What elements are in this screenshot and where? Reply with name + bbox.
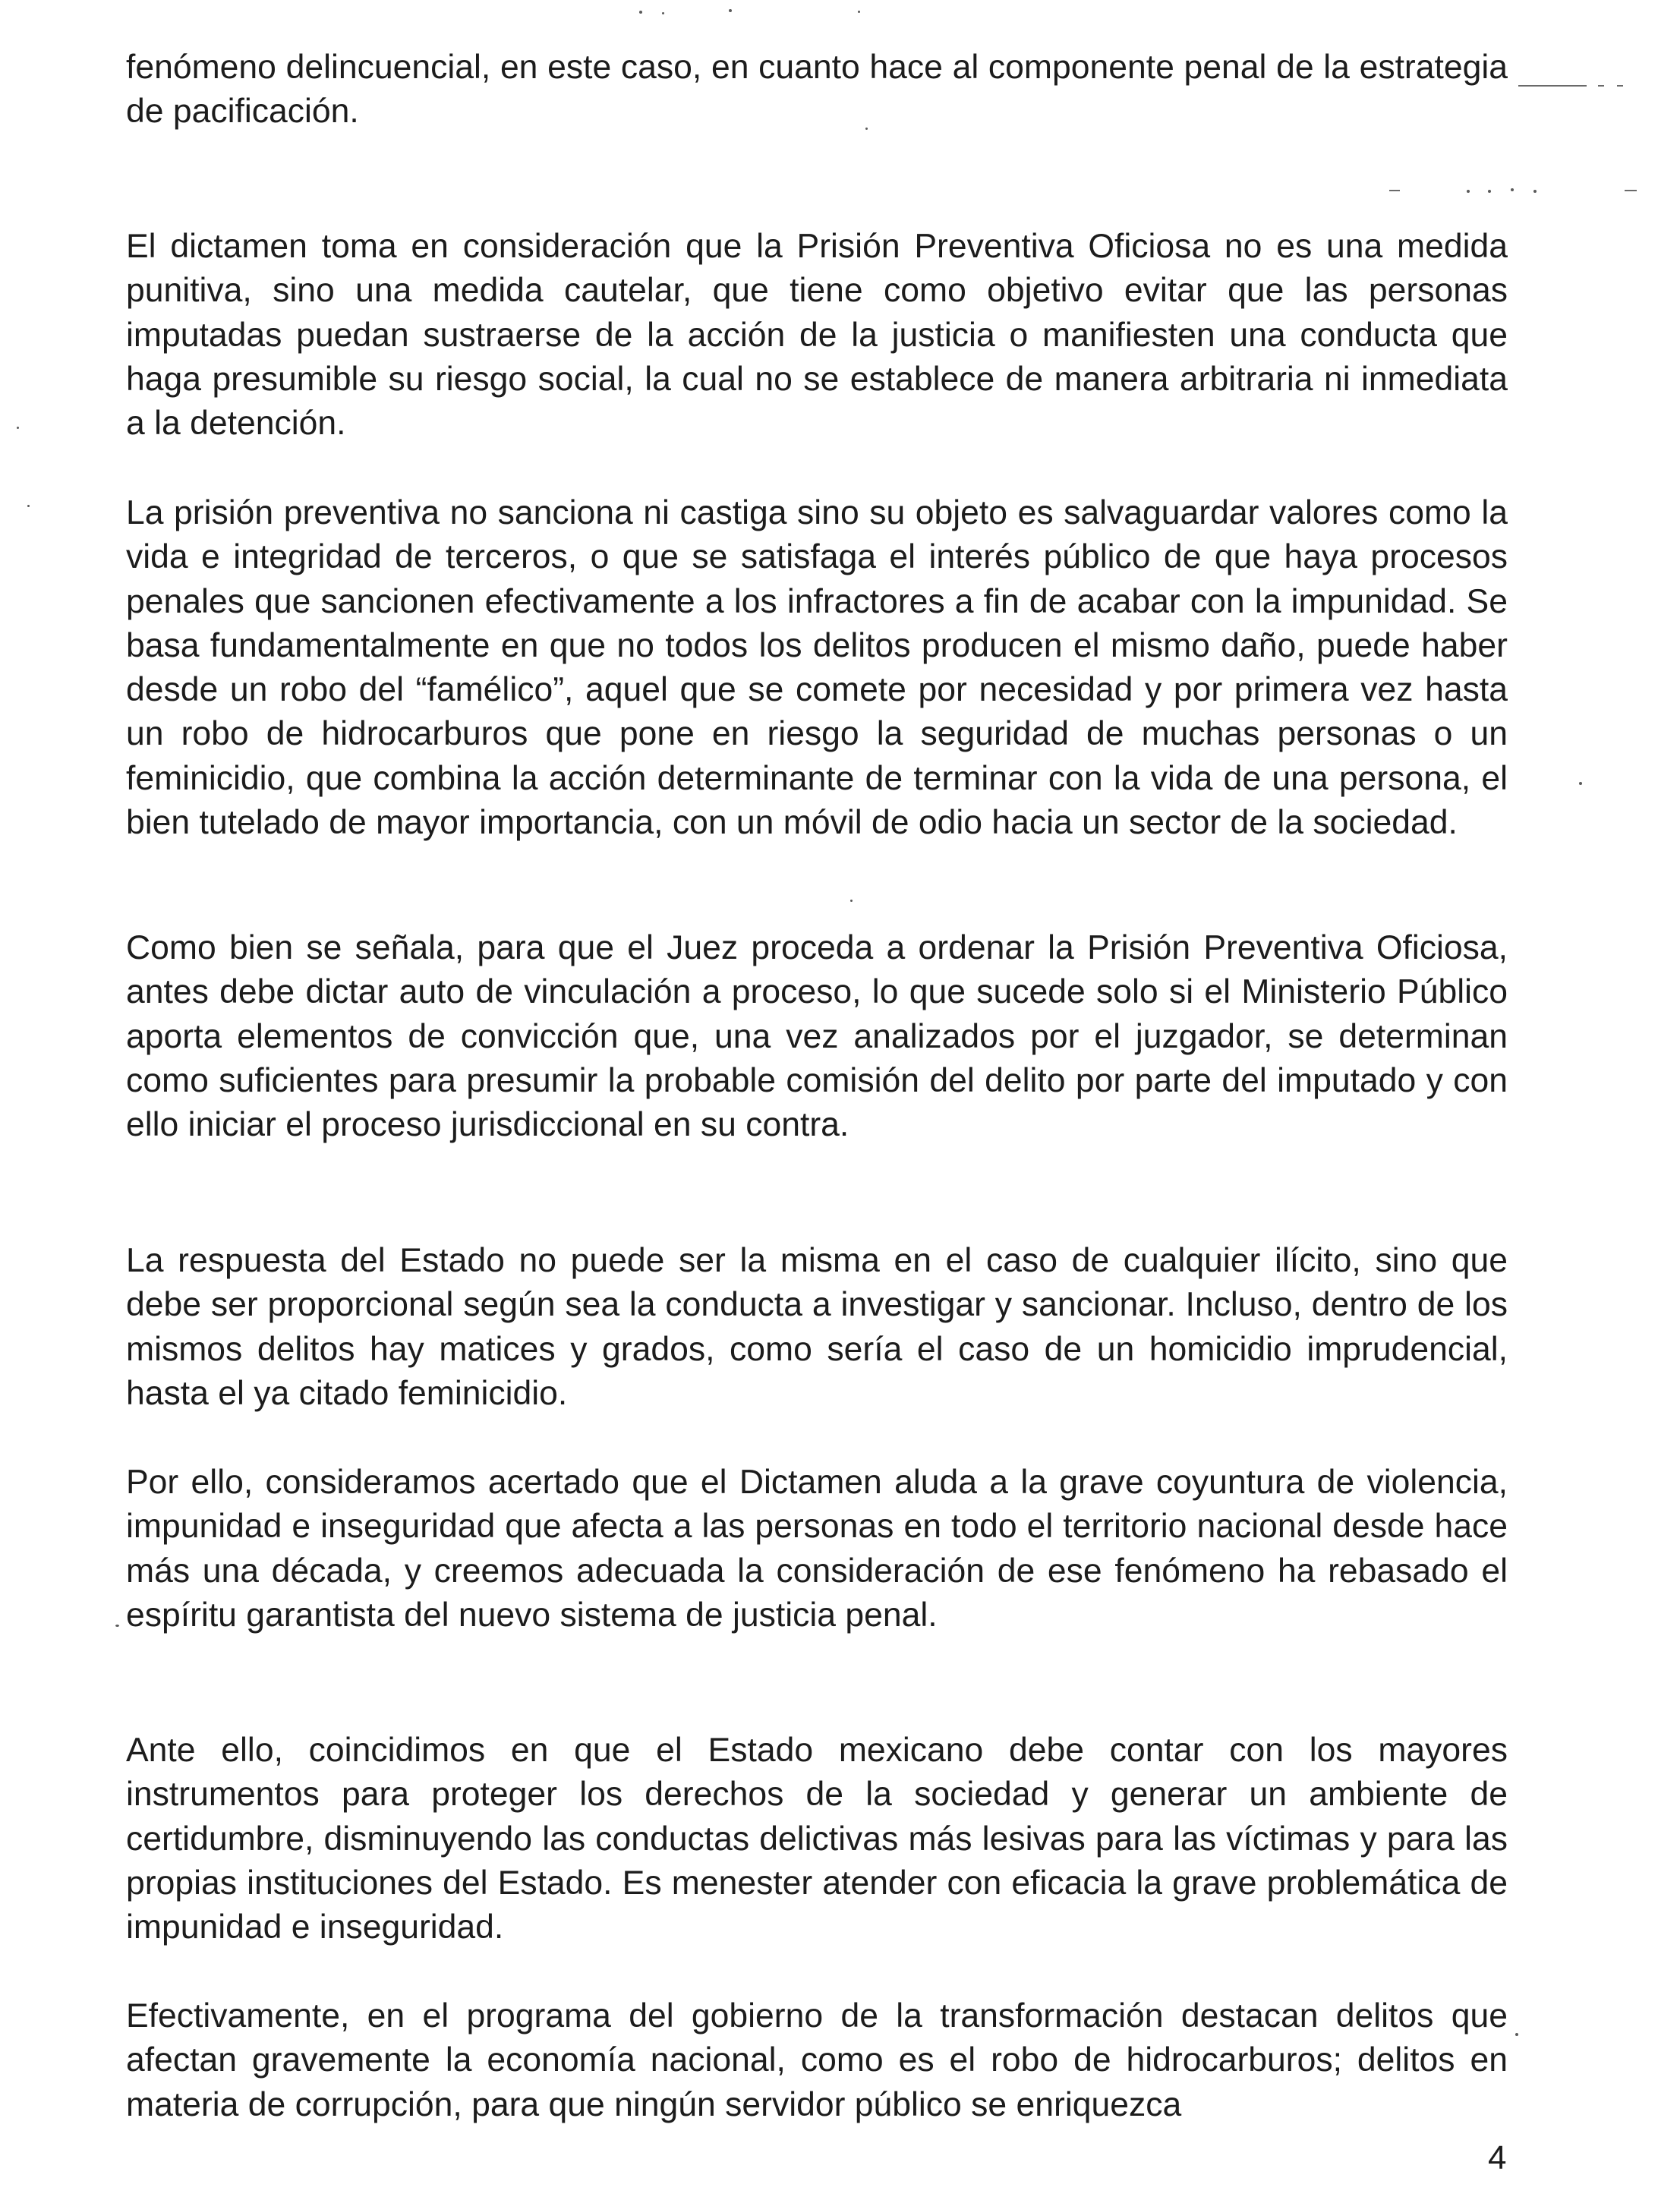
- scan-speck: [865, 128, 868, 130]
- paragraph-6: Por ello, consideramos acertado que el Dictamen aluda a la grave coyuntura de violencia, impunidad e inseguridad que afecta a las personas en todo el territorio nacional desde hace más una década, y creemos adecuada la consideración de ese fenómeno ha rebasado el espíritu garantista del nuevo sistema de justicia penal.: [126, 1464, 1508, 1634]
- scan-speck: [729, 9, 732, 12]
- scan-speck: [115, 1625, 119, 1627]
- scan-dash: [1598, 85, 1604, 87]
- scan-speck: [850, 900, 853, 902]
- paragraph-2: El dictamen toma en consideración que la Prisión Preventiva Oficiosa no es una medida punitiva, sino una medida cautelar, que tiene como objetivo evitar que las personas imputadas puedan sustraerse de la acción de la justicia o manifiesten una conducta que haga presumible su riesgo social, la cual no se establece de manera arbitraria ni inmediata a la detención.: [126, 228, 1508, 443]
- scan-speck: [1511, 188, 1514, 191]
- paragraph-3: La prisión preventiva no sanciona ni castiga sino su objeto es salvaguardar valores como la vida e integridad de terceros, o que se satisfaga el interés público de que haya procesos penales que sancionen efectivamente a los infractores a fin de acabar con la impunidad. Se basa fundamentalmente en que no todos los delitos producen el mismo daño, puede haber desde un robo del “famélico”, aquel que se comete por necesidad y por primera vez hasta un robo de hidrocarburos que pone en riesgo la seguridad de muchas personas o un feminicidio, que combina la acción determinante de terminar con la vida de una persona, el bien tutelado de mayor importancia, con un móvil de odio hacia un sector de la sociedad.: [126, 494, 1508, 842]
- scan-speck: [1467, 190, 1470, 193]
- scan-speck: [17, 427, 19, 429]
- scan-speck: [1488, 190, 1491, 193]
- scan-speck: [1533, 190, 1537, 193]
- scan-speck: [1579, 782, 1582, 785]
- paragraph-1: fenómeno delincuencial, en este caso, en cuanto hace al componente penal de la estrategia de pacificación.: [126, 49, 1508, 131]
- paragraph-7: Ante ello, coincidimos en que el Estado mexicano debe contar con los mayores instrumentos para proteger los derechos de la sociedad y generar un ambiente de certidumbre, disminuyendo las conductas delictivas más lesivas para las víctimas y para las propias instituciones del Estado. Es menester atender con eficacia la grave problemática de impunidad e inseguridad.: [126, 1732, 1508, 1946]
- scan-speck: [27, 505, 30, 507]
- paragraph-8: Efectivamente, en el programa del gobierno de la transformación destacan delitos que afectan gravemente la economía nacional, como es el robo de hidrocarburos; delitos en materia de corrupción, para que ningún servidor público se enriquezca: [126, 1997, 1508, 2123]
- paragraph-5: La respuesta del Estado no puede ser la misma en el caso de cualquier ilícito, sino que debe ser proporcional según sea la conducta a investigar y sancionar. Incluso, dentro de los mismos delitos hay matices y grados, como sería el caso de un homicidio imprudencial, hasta el ya citado feminicidio.: [126, 1242, 1508, 1412]
- scan-dash: [1625, 190, 1637, 191]
- paragraph-4: Como bien se señala, para que el Juez proceda a ordenar la Prisión Preventiva Oficiosa, antes debe dictar auto de vinculación a proceso, lo que sucede solo si el Ministerio Público aporta elementos de convicción que, una vez analizados por el juzgador, se determinan como suficientes para presumir la probable comisión del delito por parte del imputado y con ello iniciar el proceso jurisdiccional en su contra.: [126, 929, 1508, 1144]
- scan-dash: [1518, 85, 1587, 87]
- scan-speck: [639, 11, 642, 14]
- page-number: 4: [1488, 2139, 1507, 2176]
- scan-speck: [662, 12, 664, 14]
- scan-dash: [1389, 190, 1400, 191]
- scan-speck: [1515, 2033, 1518, 2036]
- scan-speck: [858, 11, 860, 13]
- scan-dash: [1617, 85, 1623, 87]
